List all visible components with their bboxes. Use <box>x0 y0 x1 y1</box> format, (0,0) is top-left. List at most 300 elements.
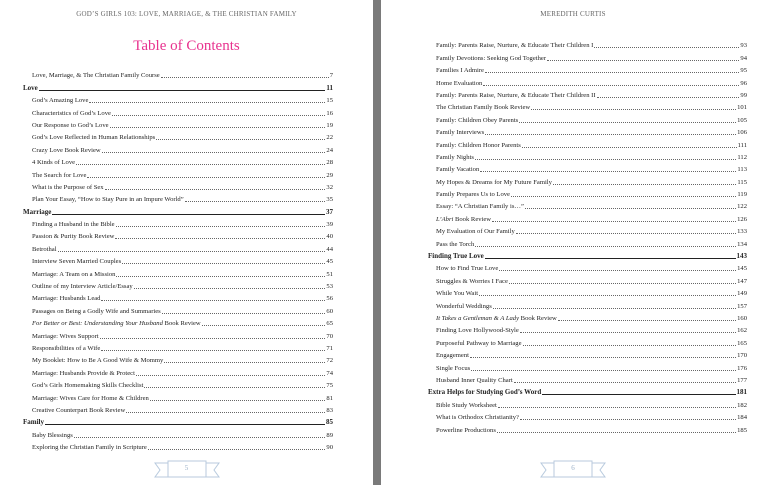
toc-entry-title: Essay: “A Christian Family is…” <box>436 203 524 211</box>
toc-leader <box>525 208 736 209</box>
toc-entry-title: Finding True Love <box>428 252 484 261</box>
toc-entry-label <box>436 166 479 173</box>
toc-entry-label <box>436 265 498 272</box>
toc-entry-title: Marriage <box>23 207 52 216</box>
toc-page-number: 133 <box>737 228 747 236</box>
toc-page-number: 94 <box>740 54 747 62</box>
toc-leader <box>58 251 326 252</box>
toc-entry-label <box>436 402 497 409</box>
toc-entry-row <box>0 228 373 240</box>
toc-section-row <box>0 414 373 426</box>
toc-section-row <box>0 79 373 91</box>
toc-entry-title: Finding a Husband in the Bible <box>32 221 115 229</box>
toc-entry-label <box>32 258 121 265</box>
left-page <box>0 0 373 485</box>
toc-page-number: 81 <box>326 394 333 402</box>
page-number-ribbon-right <box>540 459 606 481</box>
toc-page-number: 70 <box>326 332 333 340</box>
toc-entry-label <box>32 370 135 377</box>
toc-leader <box>116 276 325 277</box>
toc-entry-label <box>32 159 75 166</box>
toc-entry-title: Family Interviews <box>436 129 485 137</box>
toc-entry-row <box>0 377 373 389</box>
toc-entry-label <box>436 228 515 235</box>
toc-entry-row <box>0 340 373 352</box>
toc-leader <box>542 394 735 395</box>
toc-entry-row <box>381 223 765 235</box>
toc-entry-label <box>436 67 484 74</box>
toc-leader <box>122 263 325 264</box>
toc-entry-row <box>0 327 373 339</box>
toc-leader <box>148 449 326 450</box>
toc-entry-row <box>381 372 765 384</box>
toc-entry-row <box>381 198 765 210</box>
toc-leader <box>520 332 736 333</box>
toc-page-number: 51 <box>326 270 333 278</box>
toc-page-number: 65 <box>326 320 333 328</box>
toc-entry-row <box>0 240 373 252</box>
toc-entry-title: Extra Helps for Studying God’s Word <box>428 388 542 397</box>
toc-entry-row <box>0 389 373 401</box>
toc-entry-title: Exploring the Christian Family in Scripture <box>32 444 147 452</box>
toc-entry-label <box>32 345 100 352</box>
toc-entry-label <box>32 283 133 290</box>
toc-entry-row <box>381 297 765 309</box>
toc-page-number: 53 <box>326 283 333 291</box>
toc-leader <box>112 115 325 116</box>
toc-entry-label <box>436 179 552 186</box>
toc-page-number: 170 <box>737 352 747 360</box>
toc-entry-title: Marriage: Wives Care for Home & Children <box>32 394 149 402</box>
toc-entry-label <box>23 209 51 216</box>
toc-entry-row <box>0 265 373 277</box>
toc-page-number: 24 <box>326 146 333 154</box>
toc-entry-row <box>381 49 765 61</box>
toc-leader <box>110 127 326 128</box>
toc-page-number: 162 <box>737 327 747 335</box>
toc-leader <box>102 152 326 153</box>
toc-entry-title: Family: Children Obey Parents <box>436 116 519 124</box>
toc-page-number: 181 <box>736 388 747 397</box>
toc-leader <box>115 238 325 239</box>
toc-entry-title: For Better or Best: Understanding Your Husband <box>32 320 163 328</box>
left-running-header: GOD’S GIRLS 103: LOVE, MARRIAGE, & THE CHRISTIAN FAMILY <box>76 10 297 18</box>
toc-entry-label <box>436 142 521 149</box>
toc-leader <box>74 437 326 438</box>
toc-entry-title: Powerline Productions <box>436 426 496 434</box>
toc-leader <box>202 325 326 326</box>
toc-leader <box>471 370 736 371</box>
toc-entry-title: Characteristics of God’s Love <box>32 109 111 117</box>
toc-entry-row <box>0 315 373 327</box>
toc-page-number: 145 <box>737 265 747 273</box>
toc-page-number: 160 <box>737 314 747 322</box>
toc-entry-label <box>32 110 111 117</box>
toc-leader <box>594 47 739 48</box>
toc-entry-row <box>381 74 765 86</box>
toc-page-number: 184 <box>737 414 747 422</box>
toc-page-number: 115 <box>737 178 747 186</box>
toc-entry-label <box>32 147 101 154</box>
toc-entry-row <box>381 62 765 74</box>
toc-page-number: 111 <box>737 141 747 149</box>
toc-leader <box>499 270 736 271</box>
toc-page-number: 85 <box>326 418 333 427</box>
toc-entry-title: God’s Girls Homemaking Skills Checklist <box>32 382 144 390</box>
toc-page-number: 29 <box>326 171 333 179</box>
toc-entry-row <box>0 352 373 364</box>
toc-entry-title: Baby Blessings <box>32 431 73 439</box>
toc-entry-title: Family Devotions: Seeking God Together <box>436 54 547 62</box>
toc-entry-label <box>23 85 38 92</box>
toc-entry-title: Family: Parents Raise, Nurture, & Educate Their Children I <box>436 42 594 50</box>
toc-entry-label <box>32 308 161 315</box>
toc-entry-row <box>0 278 373 290</box>
toc-entry-title: How to Find True Love <box>436 265 499 273</box>
toc-page-number: 22 <box>326 134 333 142</box>
toc-entry-label <box>32 97 88 104</box>
toc-entry-label <box>428 389 541 396</box>
toc-entry-row <box>381 99 765 111</box>
toc-leader <box>164 362 325 363</box>
toc-page-number: 83 <box>326 406 333 414</box>
toc-page-number: 60 <box>326 307 333 315</box>
toc-entry-row <box>381 161 765 173</box>
toc-entry-title: God’s Love Reflected in Human Relationships <box>32 134 156 142</box>
toc-entry-row <box>0 141 373 153</box>
toc-entry-title: The Search for Love <box>32 171 87 179</box>
toc-entry-label <box>32 172 86 179</box>
toc-entry-row <box>381 409 765 421</box>
toc-page-number: 89 <box>326 431 333 439</box>
toc-entry-title: L’Abri <box>436 215 454 223</box>
toc-entry-label <box>32 333 99 340</box>
toc-entry-title: Passion & Purity Book Review <box>32 233 115 241</box>
toc-page-number: 126 <box>737 215 747 223</box>
toc-leader <box>497 432 736 433</box>
toc-leader <box>514 382 736 383</box>
toc-page-number: 19 <box>326 121 333 129</box>
toc-entry-title: Family <box>23 418 44 427</box>
toc-entry-row <box>0 92 373 104</box>
toc-page-number: 39 <box>326 221 333 229</box>
toc-page-number: 149 <box>737 290 747 298</box>
toc-page-number: 16 <box>326 109 333 117</box>
toc-entry-title: My Evaluation of Our Family <box>436 228 515 236</box>
toc-entry-title-suffix: Book Review <box>162 320 201 328</box>
toc-entry-label <box>32 395 149 402</box>
toc-entry-row <box>381 260 765 272</box>
toc-entry-label <box>436 365 470 372</box>
toc-entry-title: While You Wait <box>436 290 479 298</box>
toc-entry-title: Passages on Being a Godly Wife and Summaries <box>32 307 161 315</box>
toc-entry-label <box>32 444 147 451</box>
toc-entry-label <box>436 340 522 347</box>
toc-entry-title: Responsibilities of a Wife <box>32 344 101 352</box>
toc-page-number: 185 <box>737 426 747 434</box>
toc-entry-title: Bible Study Worksheet <box>436 401 497 409</box>
toc-section-row <box>0 203 373 215</box>
toc-leader <box>558 320 736 321</box>
toc-leader <box>101 300 325 301</box>
toc-leader <box>136 375 325 376</box>
toc-leader <box>547 60 739 61</box>
toc-leader <box>519 122 736 123</box>
toc-entry-label <box>436 42 593 49</box>
toc-page-number: 106 <box>737 129 747 137</box>
toc-page-number: 75 <box>326 382 333 390</box>
toc-entry-title: Struggles & Worries I Face <box>436 277 508 285</box>
toc-entry-label <box>32 72 160 79</box>
toc-leader <box>161 77 329 78</box>
toc-entry-label <box>436 129 484 136</box>
toc-entry-row <box>0 191 373 203</box>
toc-leader <box>100 338 326 339</box>
toc-entry-row <box>0 364 373 376</box>
toc-entry-label <box>32 295 100 302</box>
toc-entry-row <box>0 302 373 314</box>
toc-leader <box>485 72 739 73</box>
toc-entry-label <box>436 278 508 285</box>
toc-page-number: 119 <box>737 191 747 199</box>
toc-entry-row <box>381 359 765 371</box>
toc-title: Table of Contents <box>133 38 240 54</box>
toc-entry-label <box>32 357 163 364</box>
toc-leader <box>87 177 325 178</box>
toc-entry-label <box>436 104 530 111</box>
toc-leader <box>52 214 325 215</box>
toc-entry-row <box>381 149 765 161</box>
toc-leader <box>597 97 740 98</box>
toc-entry-row <box>381 310 765 322</box>
toc-page-number: 44 <box>326 245 333 253</box>
toc-leader <box>45 424 325 425</box>
toc-entry-label <box>436 241 474 248</box>
toc-entry-label <box>436 191 510 198</box>
toc-page-number: 147 <box>737 277 747 285</box>
toc-leader <box>522 147 737 148</box>
toc-leader <box>105 189 326 190</box>
toc-entry-title: 4 Kinds of Love <box>32 159 76 167</box>
toc-entry-title: My Booklet: How to Be A Good Wife & Mommy <box>32 357 164 365</box>
toc-page-number: 182 <box>737 401 747 409</box>
toc-entry-title: Interview Seven Married Couples <box>32 258 122 266</box>
toc-leader <box>76 164 325 165</box>
page-number-right: 6 <box>571 464 575 472</box>
toc-entry-row <box>0 154 373 166</box>
toc-entry-label <box>23 419 44 426</box>
right-running-header: MEREDITH CURTIS <box>540 10 606 18</box>
toc-entry-label <box>32 233 114 240</box>
toc-entry-label <box>32 134 155 141</box>
toc-page-number: 40 <box>326 233 333 241</box>
toc-page-number: 99 <box>740 91 747 99</box>
toc-entry-label <box>436 290 478 297</box>
toc-leader <box>509 283 736 284</box>
toc-leader <box>516 233 736 234</box>
toc-page-number: 32 <box>326 183 333 191</box>
toc-entry-label <box>436 427 496 434</box>
toc-entry-row <box>381 272 765 284</box>
toc-entry-title: It Takes a Gentleman & A Lady <box>436 314 520 322</box>
toc-entry-title: Engagement <box>436 352 469 360</box>
toc-entry-row <box>0 426 373 438</box>
toc-leader <box>485 258 736 259</box>
toc-page-number: 134 <box>737 240 747 248</box>
toc-entry-row <box>381 285 765 297</box>
toc-entry-row <box>381 322 765 334</box>
toc-leader <box>162 313 326 314</box>
toc-entry-title: Pass the Torch <box>436 240 475 248</box>
toc-entry-row <box>0 216 373 228</box>
toc-leader <box>144 387 325 388</box>
page-number-ribbon-left <box>154 459 220 481</box>
toc-page-number: 93 <box>740 42 747 50</box>
toc-entry-label <box>32 184 104 191</box>
toc-entry-label <box>32 320 201 327</box>
toc-leader <box>89 102 325 103</box>
toc-entry-label <box>32 122 109 129</box>
toc-page-number: 101 <box>737 104 747 112</box>
toc-entry-row <box>0 117 373 129</box>
toc-entry-row <box>381 334 765 346</box>
toc-page-number: 56 <box>326 295 333 303</box>
toc-entry-title: What is Orthodox Christianity? <box>436 414 519 422</box>
toc-entry-row <box>381 421 765 433</box>
toc-entry-title: Marriage: Husbands Provide & Protect <box>32 369 135 377</box>
toc-page-number: 11 <box>326 83 333 92</box>
toc-entry-label <box>436 352 469 359</box>
right-page <box>381 0 765 485</box>
toc-page-number: 71 <box>326 344 333 352</box>
toc-leader <box>480 171 736 172</box>
toc-entry-title: God’s Amazing Love <box>32 97 89 105</box>
toc-entry-row <box>0 129 373 141</box>
toc-entry-label <box>436 203 524 210</box>
toc-entry-row <box>381 396 765 408</box>
toc-leader <box>470 357 736 358</box>
toc-list-left <box>0 67 373 451</box>
toc-page-number: 177 <box>737 376 747 384</box>
toc-page-number: 95 <box>740 67 747 75</box>
toc-entry-label <box>436 154 474 161</box>
toc-entry-label <box>436 55 546 62</box>
toc-entry-label <box>32 221 115 228</box>
toc-entry-title: Plan Your Essay, “How to Stay Pure in an Impure World” <box>32 196 184 204</box>
toc-entry-label <box>32 196 184 203</box>
toc-leader <box>156 139 325 140</box>
toc-entry-title: Family Prepares Us to Love <box>436 191 510 199</box>
toc-leader <box>553 184 736 185</box>
toc-leader <box>520 419 736 420</box>
toc-entry-title: Purposeful Pathway to Marriage <box>436 339 522 347</box>
toc-page-number: 157 <box>737 302 747 310</box>
toc-entry-title: Family Nights <box>436 153 474 161</box>
toc-entry-title: Finding Love Hollywood-Style <box>436 327 519 335</box>
toc-leader <box>475 159 736 160</box>
toc-leader <box>39 90 326 91</box>
page-number-left: 5 <box>184 464 189 472</box>
toc-entry-row <box>0 179 373 191</box>
toc-entry-title: The Christian Family Book Review <box>436 104 531 112</box>
toc-entry-label <box>436 117 518 124</box>
toc-page-number: 74 <box>326 369 333 377</box>
toc-page-number: 45 <box>326 258 333 266</box>
toc-entry-row <box>381 210 765 222</box>
toc-page-number: 15 <box>326 97 333 105</box>
toc-entry-title: Family: Children Honor Parents <box>436 141 521 149</box>
toc-entry-title: Outline of my Interview Article/Essay <box>32 283 133 291</box>
toc-entry-title-suffix: Book Review <box>519 314 557 322</box>
toc-page-number: 113 <box>737 166 747 174</box>
toc-entry-row <box>0 439 373 451</box>
toc-page-number: 176 <box>737 364 747 372</box>
toc-entry-title: Family: Parents Raise, Nurture, & Educate Their Children II <box>436 91 596 99</box>
toc-page-number: 143 <box>736 252 747 261</box>
toc-entry-title: Home Evaluation <box>436 79 483 87</box>
toc-entry-title: Marriage: A Team on a Mission <box>32 270 116 278</box>
toc-entry-row <box>381 37 765 49</box>
toc-leader <box>116 226 326 227</box>
toc-entry-row <box>381 347 765 359</box>
toc-leader <box>479 295 736 296</box>
toc-entry-label <box>428 253 484 260</box>
toc-leader <box>493 308 736 309</box>
toc-page-number: 37 <box>326 207 333 216</box>
toc-section-row <box>381 248 765 260</box>
toc-entry-title: My Hopes & Dreams for My Future Family <box>436 178 552 186</box>
toc-entry-title: Family Vacation <box>436 166 480 174</box>
toc-leader <box>185 201 326 202</box>
toc-entry-label <box>436 315 557 322</box>
toc-page-number: 96 <box>740 79 747 87</box>
toc-entry-row <box>0 67 373 79</box>
toc-entry-label <box>436 414 519 421</box>
toc-entry-label <box>436 377 513 384</box>
toc-leader <box>485 134 736 135</box>
toc-leader <box>126 412 325 413</box>
toc-entry-title: Marriage: Wives Support <box>32 332 99 340</box>
toc-entry-title: Love <box>23 83 38 92</box>
toc-page-number: 28 <box>326 159 333 167</box>
toc-entry-title: Creative Counterpart Book Review <box>32 406 126 414</box>
toc-entry-row <box>381 87 765 99</box>
toc-entry-row <box>381 186 765 198</box>
toc-entry-row <box>381 235 765 247</box>
toc-leader <box>475 246 736 247</box>
toc-page-number: 122 <box>737 203 747 211</box>
toc-leader <box>498 407 736 408</box>
toc-entry-label <box>436 92 596 99</box>
toc-entry-label <box>32 407 125 414</box>
toc-entry-title: Our Response to God’s Love <box>32 121 109 129</box>
toc-entry-title: Single Focus <box>436 364 471 372</box>
toc-entry-label <box>436 303 492 310</box>
toc-entry-title: Love, Marriage, & The Christian Family Course <box>32 72 160 80</box>
toc-leader <box>101 350 325 351</box>
toc-entry-title-suffix: Book Review <box>453 215 492 223</box>
toc-entry-row <box>381 173 765 185</box>
toc-entry-title: Crazy Love Book Review <box>32 146 101 154</box>
toc-leader <box>511 196 736 197</box>
toc-entry-label <box>32 271 115 278</box>
toc-entry-title: Families I Admire <box>436 67 484 75</box>
toc-page-number: 112 <box>737 153 747 161</box>
toc-entry-title: Betrothal <box>32 245 57 253</box>
toc-entry-row <box>381 124 765 136</box>
toc-page-number: 72 <box>326 357 333 365</box>
toc-entry-label <box>436 327 519 334</box>
